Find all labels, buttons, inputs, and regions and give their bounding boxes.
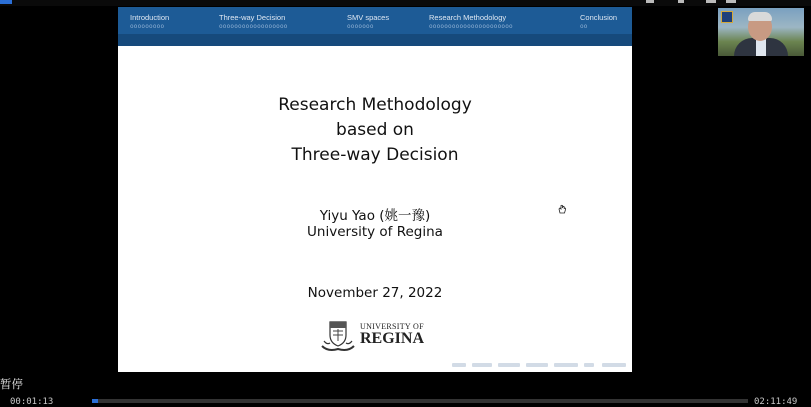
elapsed-time: 00:01:13: [10, 397, 54, 407]
app-icon[interactable]: [0, 0, 12, 4]
nav-dots-conclusion[interactable]: oo: [580, 23, 588, 30]
speaker-hair: [748, 12, 772, 21]
playback-progress-bar[interactable]: [92, 399, 748, 403]
speaker-shirt: [756, 39, 766, 56]
control-icon[interactable]: [646, 0, 654, 3]
nav-section-three-way-decision[interactable]: Three-way Decision: [219, 13, 286, 22]
search-nav-icon[interactable]: [584, 363, 594, 367]
nav-dots-three-way-decision[interactable]: oooooooooooooooooo: [219, 23, 288, 30]
nav-dots-smv-spaces[interactable]: ooooooo: [347, 23, 374, 30]
slide-author: Yiyu Yao (姚一豫): [319, 208, 431, 224]
title-line: Research Methodology: [278, 95, 472, 115]
nav-dots-introduction[interactable]: ooooooooo: [130, 23, 165, 30]
pause-label[interactable]: 暂停: [0, 377, 23, 391]
nav-arrow-icon[interactable]: [452, 363, 466, 367]
nav-section-introduction[interactable]: Introduction: [130, 13, 170, 22]
slide-date: November 27, 2022: [307, 285, 443, 301]
nav-section-conclusion[interactable]: Conclusion: [580, 13, 618, 22]
title-line: based on: [336, 120, 414, 140]
window-top-bar: [0, 0, 811, 6]
slide-subheader-bar: [118, 34, 632, 46]
speaker-webcam-video[interactable]: [718, 8, 804, 56]
crest-badge-icon: [721, 11, 733, 23]
title-line: Three-way Decision: [291, 145, 459, 165]
beamer-navigation-icons[interactable]: [452, 361, 628, 369]
control-icon[interactable]: [706, 0, 716, 3]
nav-arrow-icon[interactable]: [526, 363, 548, 367]
university-logo: [320, 319, 432, 353]
slide-title: [118, 93, 632, 168]
logo-line-regina: REGINA: [360, 330, 425, 347]
nav-arrow-icon[interactable]: [472, 363, 492, 367]
nav-arrow-icon[interactable]: [498, 363, 520, 367]
university-crest-icon: [320, 319, 356, 353]
hand-cursor-icon: [557, 204, 567, 214]
presentation-slide: [118, 7, 632, 372]
progress-fill: [92, 399, 98, 403]
control-icon[interactable]: [726, 0, 736, 3]
nav-section-research-methodology[interactable]: Research Methodology: [429, 13, 507, 22]
control-icon[interactable]: [678, 0, 684, 3]
zoom-nav-icon[interactable]: [602, 363, 626, 367]
nav-section-smv-spaces[interactable]: SMV spaces: [347, 13, 390, 22]
total-time: 02:11:49: [754, 397, 798, 407]
nav-dots-research-methodology[interactable]: oooooooooooooooooooooo: [429, 23, 513, 30]
slide-affiliation: University of Regina: [307, 224, 443, 240]
nav-arrow-icon[interactable]: [554, 363, 578, 367]
logo-line-university-of: UNIVERSITY OF: [360, 322, 424, 331]
